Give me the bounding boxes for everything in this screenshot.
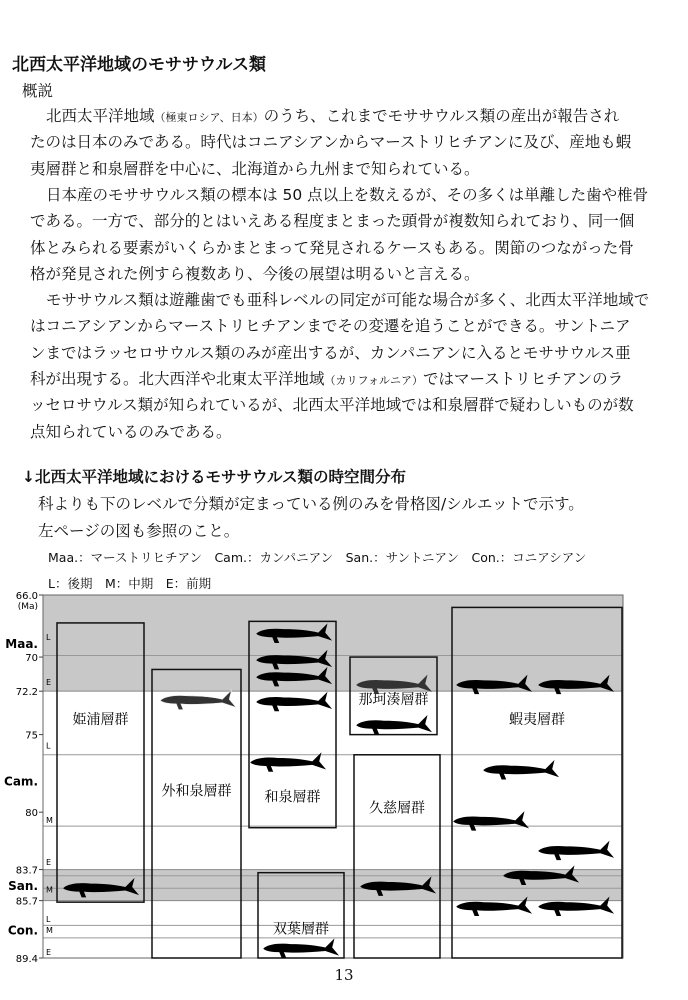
page-title: 北西太平洋地域のモササウルス類 — [12, 55, 266, 75]
y-unit: (Ma) — [17, 602, 38, 612]
stage-label: San. — [8, 879, 38, 894]
paragraph-line — [30, 367, 623, 389]
paragraph-line — [30, 393, 634, 415]
formation-label: 蝦夷層群 — [509, 712, 565, 729]
y-tick-label: 89.4 — [15, 954, 38, 965]
mosasaur-distribution-chart — [0, 590, 688, 965]
y-tick-label: 75 — [25, 730, 38, 742]
formation-label: 那珂湊層群 — [358, 691, 429, 708]
text-span: （極東ロシア、日本） — [154, 111, 264, 124]
text-span: のうち、これまでモササウルス類の産出が報告され — [263, 107, 620, 125]
figure-note: 科よりも下のレベルで分類が定まっている例のみを骨格図/シルエットで示す。 — [38, 495, 584, 513]
formation-label: 外和泉層群 — [161, 783, 232, 800]
substage-label: E — [46, 947, 52, 957]
y-tick-label: 83.7 — [15, 865, 38, 877]
paragraph-line — [30, 341, 631, 363]
y-tick-label: 72.2 — [15, 687, 38, 699]
paragraph-line — [30, 314, 630, 336]
paragraph-line — [46, 183, 648, 205]
figure-note: 左ページの図も参照のこと。 — [38, 522, 240, 540]
figure-heading: ↓北西太平洋地域におけるモササウルス類の時空間分布 — [22, 468, 407, 486]
stage-band — [43, 595, 623, 691]
stage-label: Cam. — [4, 774, 38, 789]
text-span: ンまではラッセロサウルス類のみが産出するが、カンパニアンに入るとモササウルス亜 — [30, 343, 631, 362]
text-span: 体とみられる要素がいくらかまとまって発見されるケースもある。関節のつながった骨 — [30, 238, 634, 257]
formation-label: 久慈層群 — [369, 800, 425, 817]
text-span: 北西太平洋地域 — [46, 107, 155, 125]
text-span: （カリフォルニア） — [324, 374, 423, 387]
y-tick-label: 85.7 — [15, 896, 38, 908]
text-span: モササウルス類は遊離歯でも亜科レベルの同定が可能な場合が多く、北西太平洋地域で — [46, 291, 650, 310]
text-span: 日本産のモササウルス類の標本は 50 点以上を数えるが、その多くは単離した歯や椎骨 — [46, 185, 649, 204]
text-span: ッセロサウルス類が知られているが、北西太平洋地域では和泉層群で疑わしいものが数 — [30, 396, 634, 415]
text-span: はコニアシアンからマーストリヒチアンまでその変遷を追うことができる。サントニア — [30, 317, 631, 336]
substage-label: M — [46, 885, 53, 895]
substage-label: M — [46, 926, 53, 936]
text-span: である。一方で、部分的とはいえある程度まとまった頭骨が複数知られており、同一個 — [30, 212, 635, 231]
substage-label: L — [46, 915, 51, 925]
text-span: 科が出現する。北大西洋や北東太平洋地域 — [30, 370, 325, 388]
substage-label: L — [46, 741, 51, 751]
formation-label: 姫浦層群 — [72, 712, 129, 729]
paragraph-line — [30, 209, 634, 231]
page-number: 13 — [334, 966, 354, 984]
section-heading-overview: 概説 — [22, 82, 54, 100]
figure-legend-substages: L：後期 M：中期 E：前期 — [48, 576, 212, 591]
text-span: 点知られているのみである。 — [30, 422, 232, 441]
formation-label: 双葉層群 — [273, 921, 329, 938]
figure-legend-stages: Maa.：マーストリヒチアン Cam.：カンパニアン San.：サントニアン Con.：コニアシアン — [48, 550, 587, 565]
y-tick-label: 80 — [25, 808, 38, 820]
paragraph-line — [30, 420, 232, 442]
paragraph-line — [46, 104, 619, 126]
text-span: たのは日本のみである。時代はコニアシアンからマーストリヒチアンに及び、産地も蝦 — [30, 133, 632, 152]
text-span: 夷層群と和泉層群を中心に、北海道から九州まで知られている。 — [30, 159, 480, 178]
substage-label: E — [46, 677, 52, 687]
paragraph-line — [30, 157, 480, 179]
substage-label: E — [46, 857, 52, 867]
paragraph-line — [30, 262, 480, 284]
substage-label: L — [46, 632, 51, 642]
paragraph-line — [30, 236, 634, 258]
paragraph-line — [46, 288, 649, 310]
stage-label: Maa. — [5, 637, 38, 652]
y-tick-label: 66.0 — [15, 591, 38, 602]
y-tick-label: 70 — [25, 653, 38, 665]
text-span: 格が発見された例すら複数あり、今後の展望は明るいと言える。 — [30, 264, 480, 283]
substage-label: M — [46, 815, 53, 825]
paragraph-line — [30, 130, 631, 152]
formation-label: 和泉層群 — [264, 789, 321, 806]
stage-label: Con. — [7, 923, 38, 938]
text-span: ではマーストリヒチアンのラ — [422, 370, 624, 388]
